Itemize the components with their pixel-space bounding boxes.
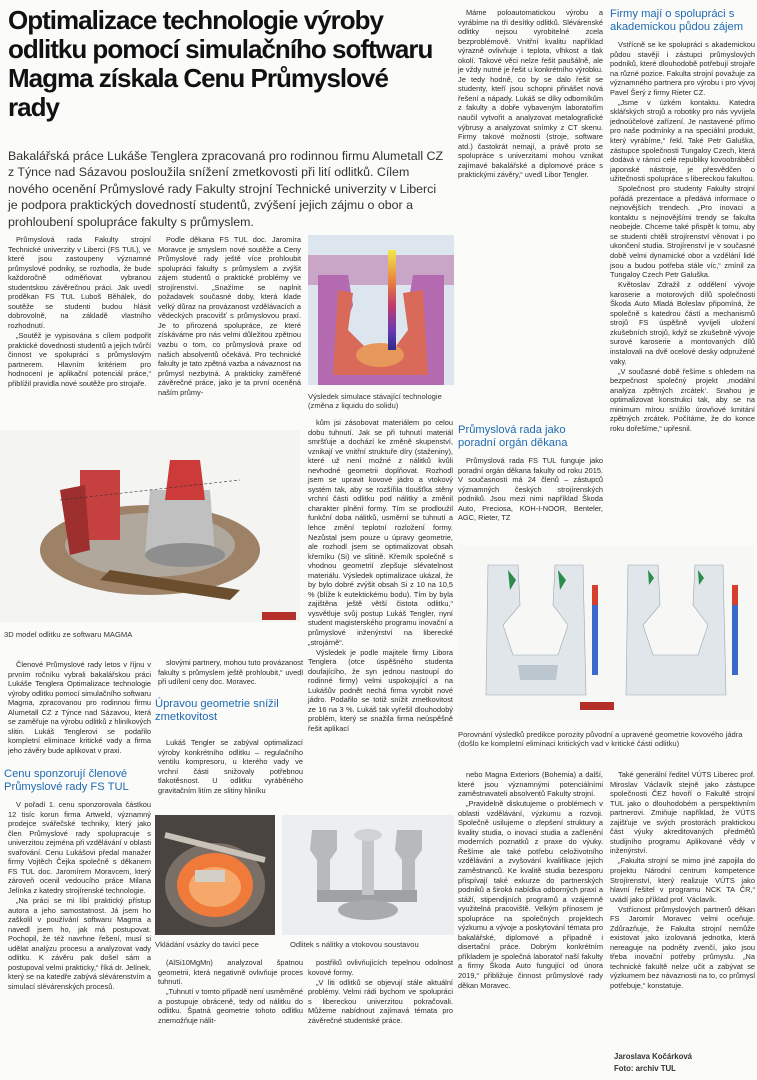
- column-2-top: [158, 235, 301, 427]
- subheading-firms: Firmy mají o spolupráci s akademickou půdou zájem: [610, 8, 744, 33]
- lead-paragraph: Bakalářská práce Lukáše Tenglera zpracovaná pro rodinnou firmu Alumetall CZ z Týnce nad Sázavou posloužila snížení zmetkovosti při lití odlitků. Cílem nového ocenění Průmyslové rady Fakulty strojní Technické univerzity v Liberci je podpora praktických dovedností studentů, zvýšení jejich zájmu o obor a prohloubení spolupráce fakulty s průmyslem.: [8, 149, 444, 229]
- magma-logo: [580, 702, 614, 710]
- paragraph: V pořadí 1. cenu sponzorovala částkou 12 tisíc korun firma Artweld, významný prodejce svářečské techniky, který jako člen Průmyslové rady spolupracuje s univerzitou zejména při vzdělávání v oblasti svařování. Cenu Lukášovi předal manažer firmy Vojtěch Čejka společně s děkanem FS TUL doc. Jaromírem Moravcem, který zároveň ocenil vedoucího práce Milana Jelínka z katedry strojírenské technologie.: [8, 800, 151, 895]
- paragraph: Také generální ředitel VÚTS Liberec prof. Miroslav Václavík stejně jako zástupce společnosti ČEZ hovoří o Fakultě strojní TUL jako o dlouhodobém a perspektivním partnerovi. Zmiňuje například, že VÚTS zajišťuje ve svých prostorách praktickou část výuky akreditovaných předmětů studijního programu Aplikované vědy v inženýrství.: [610, 770, 755, 856]
- furnace-graphic: [155, 815, 275, 935]
- column-1-bottom: [8, 800, 151, 1076]
- column-4-top: [610, 40, 755, 545]
- paragraph: Lukáš Tengler se zabýval optimalizací výroby konkrétního odlitku – regulačního ventilu kompresoru, u kterého vady ve vrchní části snižovaly potřebnou tlakotěsnost. U odlitku vyráběného gravitačním litím ze slitiny hliníku: [158, 738, 303, 795]
- paragraph: Členové Průmyslové rady letos v říjnu v prvním ročníku vybrali bakalářskou práci Lukáše Tenglera Optimalizace technologie výroby odlitku pomocí simulačního softwaru Magma, zpracovanou pro rodinnou firmu Alumetall CZ z Týnce nad Sázavou, která se zaměřuje na výrobu odlitků z hliníkových slitin. Lukáš Tenglerovi se podařilo kompletní eliminace kritické vady a firma jeho závěry bude aplikovat v praxi.: [8, 660, 151, 755]
- paragraph: „Na práci se mi líbí praktický přístup autora a jeho samostatnost. Já jsem ho zaškolil v používání softwaru Magma a navedl jsem ho, jak má postupovat. Pochopil, že též navrhne řešení, musí si udělat analýzu procesu a analyzovat vady odlitku. K závěru pak došel sám a postupoval velmi prakticky,“ říká dr. Jelínek, který se na katedře zabývá slévárenstvím a simulací slévárenských procesů.: [8, 895, 151, 991]
- casting-graphic: [282, 815, 454, 935]
- column-2-geometry: [158, 738, 303, 808]
- paragraph: Vstřícnost průmyslových partnerů děkan FS Jaromír Moravec velmi oceňuje. Zdůrazňuje, že Fakulta strojní nemůže existovat jako izolovaná jednotka, která nereaguje na podněty zvenčí, jako jsou třeba inovační potřeby průmyslu. „Na technické fakultě nelze učit a zabývat se výzkumem bez návaznosti na to, co průmysl potřebuje,“ konstatuje.: [610, 904, 755, 991]
- paragraph: Květoslav Zdražil z oddělení vývoje karoserie a motorových dílů společnosti Škoda Auto Mladá Boleslav připomíná, že společně s katedrou částí a mechanismů strojů FS úspěšně vyvíjeli uložení zkušebních strojů, když se zkušebně vývoje surové karoserie a montovaných dílů instalovali na dvě ocelové desky odpružené vaky.: [610, 280, 755, 366]
- column-4-low: [610, 770, 755, 1046]
- magma-logo: [262, 612, 296, 620]
- color-scale: [384, 240, 428, 360]
- subheading-geometry: Úpravou geometrie snížil zmetkovitost: [155, 698, 279, 723]
- caption-furnace: Vkládání vsázky do tavicí pece: [155, 940, 259, 949]
- column-1-lower: [8, 660, 151, 756]
- comparison-graphic: [458, 545, 754, 720]
- paragraph: postřiků ovlivňujících tepelnou odolnost kovové formy.: [308, 958, 453, 977]
- subheading-guarantor: Průmyslová rada jako poradní orgán děkana: [458, 424, 568, 449]
- column-3-top: [458, 8, 603, 238]
- paragraph: „Fakulta strojní se mimo jiné zapojila do projektu Národní centrum kompetence Strojírenství, který realizuje VÚTS jako hlavní řešitel v programu NCK TA ČR,“ uvádí jako příklad prof. Václavík.: [610, 856, 755, 904]
- caption-comparison: Porovnání výsledků predikce porozity původní a upravené geometrie kovového jádra (došlo ke kompletní eliminaci kritických vad v kritické části odlitku): [458, 730, 743, 749]
- column-2-mid: [308, 418, 453, 776]
- paragraph: Vstřícně se ke spolupráci s akademickou půdou stavějí i zástupci průmyslových podniků, které dlouhodobě potřebují strojaře na různé pozice. Fakulta strojní považuje za významného partnera pro výrobu i pro vývoj Pavel Šerý z firmy Rieter CZ.: [610, 40, 755, 97]
- paragraph: kům jsi zásobovat materiálem po celou dobu tuhnutí. Jak se při tuhnutí materiál smršťuje a dochází ke změně skupenství, vznikají ve vnitřní struktuře díry (staženiny), které už není možné z nálitků kvůli nevhodné geometrii doplňovat. Rozhodl jsem se upravit kovové jádro a vtokový systém tak, aby se rozšířila tloušťka stěny vrchní části odlitku pod nálitky a změnil charakter plnění formy. Tím se prodloužil funkční doba nálitků, usměrní se tuhnutí a lehce změní teplotní rozložení formy. Nezůstal jsem pouze u úpravy geometrie, ale rozhodl jsem se optimalizovat obsah křemíku (Si) ve slitině. Křemík společně s vhodnou geometrií zlepšuje slévatelnost materiálu. Výsledek optimalizace ukázal, že by bylo dobré zvýšit obsah Si z 10 na 10,5 % (blíže k eutektickému bodu). Tím by byla zajištěna ještě větší čistota odlitku,“ vysvětluje svůj postup Lukáš Tengler, nyní student magisterského programu inovační a průmyslové inženýrství na liberecké „strojárně“.: [308, 418, 453, 647]
- column-2-lower: [158, 658, 303, 688]
- paragraph: „V liti odlitků se objevují stále aktuální problémy. Velmi rádi bychom ve spolupráci s libereckou univerzitou pokračovali. Můžeme nabídnout zajímavá témata pro závěrečné studentské práce.: [308, 977, 453, 1025]
- paragraph: „Tuhnutí v tomto případě není usměrněné a postupuje obráceně, tedy od nálitku do odlitku. Špatná geometrie tohoto odlitku znemožňuje nálit-: [158, 987, 303, 1025]
- simulation-legend: [384, 240, 428, 360]
- caption-simulation: Výsledek simulace stávající technologie (změna z liquidu do solidu): [308, 392, 442, 411]
- column-2-bottom: [158, 958, 303, 1076]
- page-title: Optimalizace technologie výroby odlitku pomocí simulačního softwaru Magma získala Cenu Průmyslové rady: [8, 5, 433, 122]
- caption-magma: 3D model odlitku ze softwaru MAGMA: [4, 630, 133, 639]
- magma-3d-model-image: [0, 430, 300, 622]
- magma-model-graphic: [0, 430, 300, 622]
- byline-author: Jaroslava Kočárková: [614, 1052, 693, 1061]
- paragraph: Průmyslová rada Fakulty strojní Technické univerzity v Liberci (FS TUL), ve které jsou zastoupeny významné průmyslové podniky, se rozhodla, že bude každoročně odměňovat vybranou studentskou závěrečnou práci. Jak uvedl proděkan FS TUL Luboš Běhálek, do soutěže se studenti budou hlásit dobrovolně, na základě vlastního rozhodnutí.: [8, 235, 151, 330]
- paragraph: nebo Magna Exteriors (Bohemia) a další, které jsou významnými potenciálními zaměstnavateli absolventů Fakulty strojní.: [458, 770, 603, 799]
- subheading-sponsor: Cenu sponzorují členové Průmyslové rady FS TUL: [4, 768, 129, 793]
- column-3-mid: [458, 456, 603, 536]
- paragraph: (AlSi10MgMn) analyzoval špatnou geometrii, která negativně ovlivňuje proces tuhnutí.: [158, 958, 303, 987]
- porosity-comparison-image: [458, 545, 754, 720]
- caption-casting: Odlitek s nálitky a vtokovou soustavou: [290, 940, 419, 949]
- paragraph: „Soutěž je vypisována s cílem podpořit praktické dovednosti studentů a jejich tvůrčí činnost ve spolupráci s průmyslovým partnerem. Hlavním kritériem pro hodnocení je aplikační potenciál práce,“ přiblížil pravidla nové soutěže pro strojaře.: [8, 330, 151, 388]
- column-3-low: [458, 770, 603, 1076]
- column-3-bottom: [308, 958, 453, 1076]
- paragraph: Máme poloautomatickou výrobu a vyrábíme na tři desítky odlitků. Slévárenské odlitky nejsou vyrobitelné zcela bezproblémově. Vnitřní kvalitu například výrazně ovlivňuje i teplota, vlhkost a tlak okolí. Takové věci nelze řešit paušálně, ale je vždy nutné je řešit u konkrétního výrobku. Je tedy hodně, co by se dalo řešit se studenty, kteří jsou schopni přinášet nová řešení a nápady. Lukáš se díky odborníkům z fakulty a dobře vybaveným laboratořím naučil vytvořit a analyzovat metalografické výbrusy a analyzovat snímky z CT skenu. Firmy takové možnosti (stroje, software atd.) častokrát nemají, a právě proto se spolupráce s univerzitami mohou vznikat zajímavé bakalářské a diplomové práce s praktickými závěry,“ uvedl Libor Tengler.: [458, 8, 603, 180]
- paragraph: slovými partnery, mohou tuto provázanost fakulty s průmyslem ještě prohloubit,“ uvedl při udílení ceny doc. Moravec.: [158, 658, 303, 687]
- paragraph: Výsledek je podle majitele firmy Libora Tenglera (otce úspěšného studenta doufajícího, že syn jednou nastoupí do rodinné firmy) velmi uspokojující a na Lukášův podnět nechá firma vyrobit nové jádro. Podařilo se totiž snížit zmetkovitost ze 16 na 3 %. Lukáš tak vyřešil dlouhodobý problém, který se snažila firma neúspěšně řešit aplikací: [308, 647, 453, 733]
- paragraph: „V současné době řešíme s ohledem na bezpečnost společný projekt ‚modální analýza zpětných zrcátek‘. Snahou je optimalizovat konstrukci tak, aby se na minimum mírou snížilo úrovňové kmitání zpětných zrcátek. Počítáme, že do konce roku dořešíme,“ upřesnil.: [610, 366, 755, 433]
- paragraph: Podle děkana FS TUL doc. Jaromíra Moravce je smyslem nové soutěže a Ceny Průmyslové rady ještě více prohloubit spolupráci fakulty s průmyslem a zvýšit zájem studentů o praktické problémy ve strojírenství. „Snažíme se naplnit požadavek současné doby, která klade velký důraz na provázanost vzdělávacích a vědeckých pracovišť s průmyslovou praxí. Je to přirozená spolupráce, ze které získáváme pro nás velmi důležitou zpětnou vazbu o tom, co průmyslová praxe od našich absolventů očekává. Pro technické fakulty je tato zpětná vazba a návaznost na průmysl nezbytná. A prakticky zaměřené závěrečné práce, jako je ta první oceněná naším průmy-: [158, 235, 301, 397]
- paragraph: Průmyslová rada FS TUL funguje jako poradní orgán děkana fakulty od roku 2015. V současnosti má 24 členů – zástupců významných českých strojírenských podniků. Jsou mezi nimi například Škoda Auto, Preciosa, KOH-I-NOOR, Benteler, AGC, Rieter, TZ: [458, 456, 603, 523]
- column-1-top: [8, 235, 151, 425]
- paragraph: „Pravidelně diskutujeme o problémech v oblasti vzdělávání, výzkumu a rozvoji. Společně usilujeme o zlepšení struktury a kvality studia, o inovaci studia a začlenění moderních poznatků z praxe do výuky. Řešíme ale také potřebu celoživotního vzdělávání a zvyšování kvalifikace jejich zaměstnanců. Ke kvalitě studia bezesporu přispívají také exkurze do partnerských podniků a široká nabídka odborných praxí a stáží, stipendijních programů a vzájemně využitelná pracoviště. Velkým přínosem je spolupráce na společných projektech výzkumu a vývoje a poskytování témata pro bakalářské, diplomové a případně i disertační práce. Dobrým konkrétním příkladem je společná laboratoř naší fakulty a firmy Škoda Auto fungující od února 2019,“ přibližuje činnost průmyslové rady děkan Moravec.: [458, 799, 603, 990]
- simulation-graphic: [308, 235, 454, 385]
- byline-photo: Foto: archiv TUL: [614, 1064, 676, 1073]
- furnace-image: [155, 815, 275, 935]
- paragraph: „Jsme v úzkém kontaktu. Katedra sklářských strojů a robotiky pro nás vyvíjela jednoúčelové zařízení. Je nastavené přímo pro naše podmínky a na speciální produkt, který vyrábíme,“ řekl. Také Petr Galuška, zástupce společnosti Tungaloy Czech, která dodává v rámci celé republiky kovoobráběcí japonské nástroje, je přesvědčen o užitečnosti spolupráce s libereckou fakultou.: [610, 97, 755, 184]
- casting-image: [282, 815, 454, 935]
- paragraph: Společnost pro studenty Fakulty strojní pořádá prezentace a předává informace o nejnovějších trendech. „Pro inovaci a kontaktu s nejnovějšími trendy se fakulta neobejde. Chceme také přispět k tomu, aby se studenti chtěli strojírenství věnovat i po ukončení studia. Strojírenství je v současné době velmi dynamické obor a vzdělání lidé jsou a budou potřeba stále víc,“ zmínil za Tungaloy Czech Petr Galuška.: [610, 184, 755, 280]
- simulation-image: [308, 235, 454, 385]
